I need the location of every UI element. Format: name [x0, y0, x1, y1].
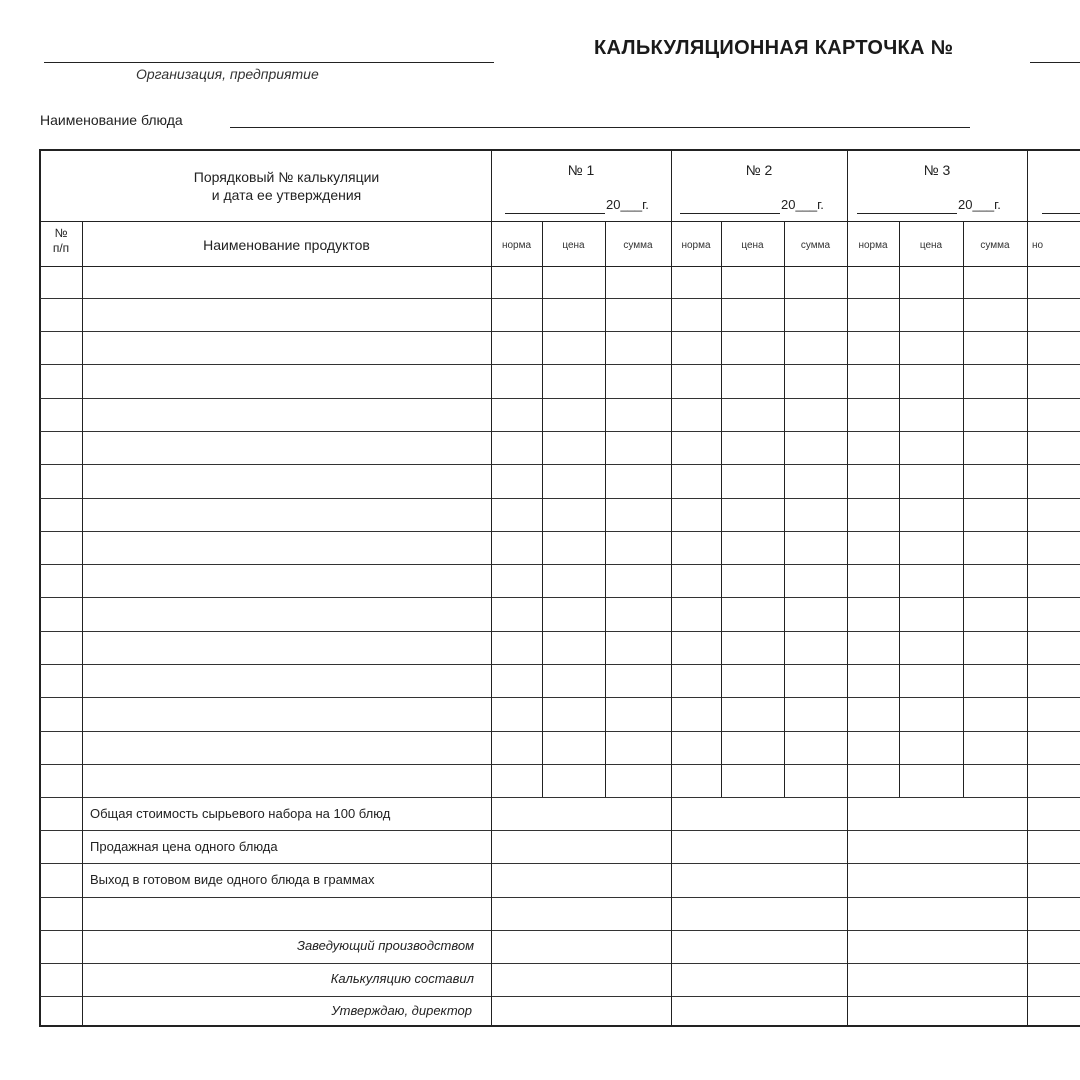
- row-line: [40, 631, 1080, 632]
- row-line: [40, 930, 1080, 931]
- subheader-price-1: цена: [562, 240, 585, 251]
- date-year-2: 20___г.: [781, 197, 824, 212]
- subheader-sum-1: сумма: [623, 240, 653, 251]
- col-divider-calc1: [491, 150, 492, 1027]
- summary-sale-price: Продажная цена одного блюда: [90, 839, 278, 854]
- subheader-norm-4-partial: но: [1032, 240, 1044, 251]
- signature-director: Утверждаю, директор: [331, 1003, 472, 1018]
- row-line: [40, 963, 1080, 964]
- sub-divider: [963, 221, 964, 797]
- sub-divider: [784, 221, 785, 797]
- subheader-price-3: цена: [919, 240, 943, 251]
- row-line: [40, 331, 1080, 332]
- sub-divider: [605, 221, 606, 797]
- row-line: [40, 464, 1080, 465]
- row-line: [40, 897, 1080, 898]
- row-line: [40, 564, 1080, 565]
- summary-yield: Выход в готовом виде одного блюда в граммах: [90, 872, 375, 887]
- calc-column-3-label: № 3: [923, 162, 951, 178]
- sub-divider: [899, 221, 900, 797]
- org-label: Организация, предприятие: [136, 66, 319, 82]
- col-divider-calc2: [671, 150, 672, 1027]
- signature-compiled-by: Калькуляцию составил: [330, 971, 474, 986]
- header-bottom-line: [40, 266, 1080, 267]
- col-divider-num: [82, 221, 83, 1027]
- dish-name-field[interactable]: [230, 127, 970, 128]
- product-name-header: Наименование продуктов: [203, 237, 370, 253]
- date-field-2[interactable]: [680, 213, 780, 214]
- header-divider: [40, 221, 1080, 222]
- subheader-norm-3: норма: [858, 240, 888, 251]
- subheader-norm-2: норма: [681, 240, 711, 251]
- row-line: [40, 764, 1080, 765]
- date-field-3[interactable]: [857, 213, 957, 214]
- sub-divider: [721, 221, 722, 797]
- row-line: [40, 996, 1080, 997]
- row-line: [40, 398, 1080, 399]
- row-line: [40, 697, 1080, 698]
- col-divider-calc3: [847, 150, 848, 1027]
- col-divider-calc4: [1027, 150, 1028, 1027]
- calc-number-header: Порядковый № калькуляции и дата ее утверждения: [193, 169, 380, 203]
- date-field-4[interactable]: [1042, 213, 1080, 214]
- row-line: [40, 830, 1080, 831]
- row-line: [40, 364, 1080, 365]
- row-line: [40, 664, 1080, 665]
- subheader-sum-3: сумма: [980, 240, 1010, 251]
- subheader-norm-1: норма: [501, 240, 532, 251]
- date-field-1[interactable]: [505, 213, 605, 214]
- row-line: [40, 298, 1080, 299]
- row-line: [40, 597, 1080, 598]
- row-line: [40, 431, 1080, 432]
- subheader-sum-2: сумма: [800, 240, 831, 251]
- sub-divider: [542, 221, 543, 797]
- row-line: [40, 731, 1080, 732]
- subheader-price-2: цена: [741, 240, 764, 251]
- row-line: [40, 498, 1080, 499]
- card-number-underline[interactable]: [1030, 62, 1080, 63]
- row-line: [40, 797, 1080, 798]
- summary-total-cost: Общая стоимость сырьевого набора на 100 блюд: [90, 806, 391, 821]
- dish-label: Наименование блюда: [40, 112, 183, 128]
- calc-column-1-label: № 1: [567, 162, 595, 178]
- row-line: [40, 863, 1080, 864]
- calc-column-2-label: № 2: [745, 162, 773, 178]
- row-number-header: № п/п: [52, 226, 70, 255]
- calculation-table: [39, 149, 1080, 1027]
- date-year-3: 20___г.: [958, 197, 1001, 212]
- page-title: КАЛЬКУЛЯЦИОННАЯ КАРТОЧКА №: [594, 37, 954, 59]
- row-line: [40, 531, 1080, 532]
- signature-production-head: Заведующий производством: [296, 938, 474, 953]
- org-underline: [44, 62, 494, 63]
- date-year-1: 20___г.: [606, 197, 649, 212]
